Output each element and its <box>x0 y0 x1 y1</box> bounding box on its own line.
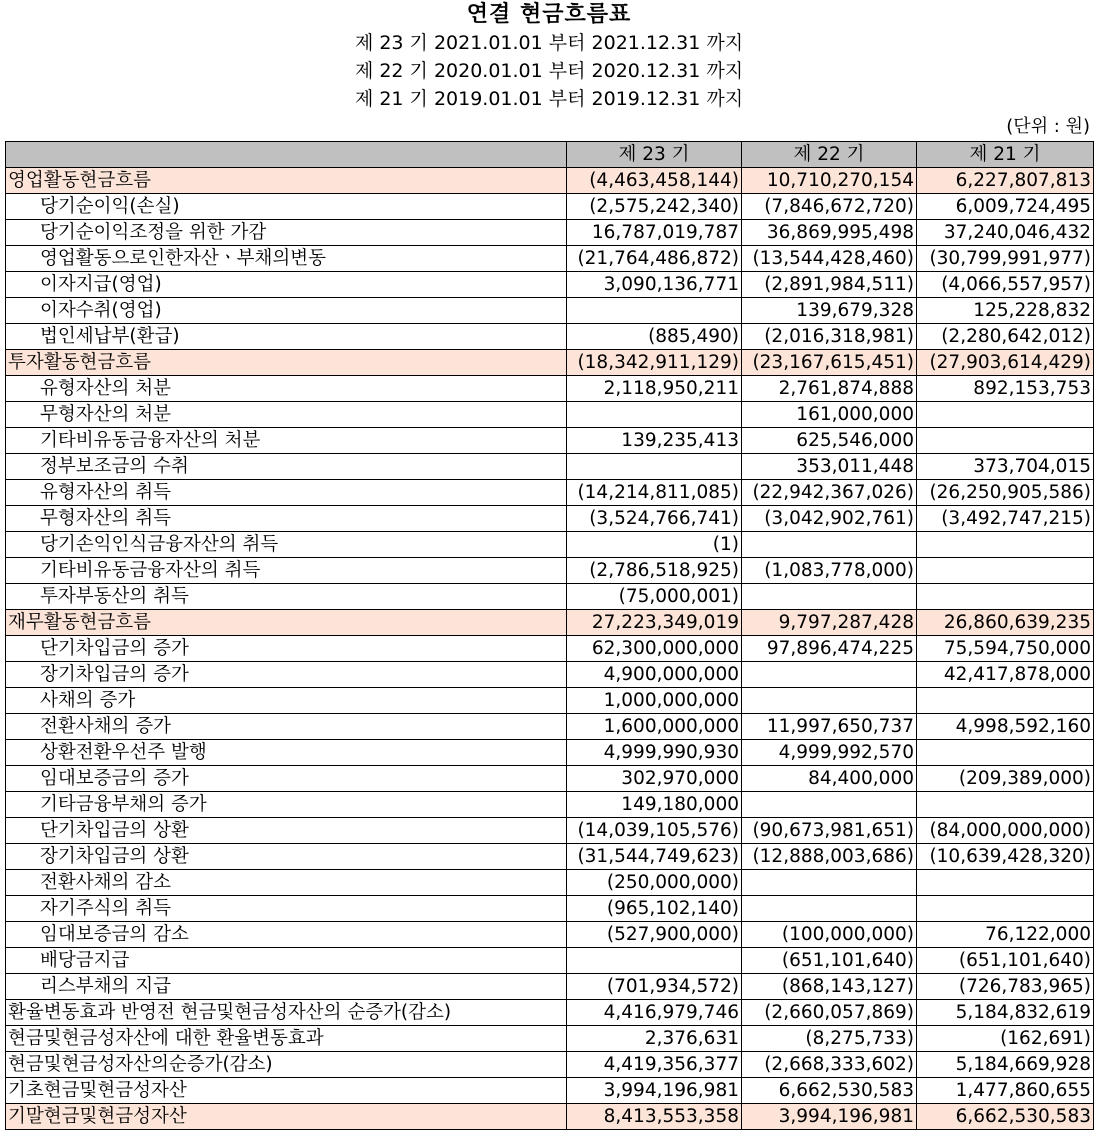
cell-v21: 37,240,046,432 <box>917 220 1094 246</box>
cell-v23: 16,787,019,787 <box>567 220 742 246</box>
cell-v22: 97,896,474,225 <box>742 636 917 662</box>
table-row <box>6 1052 1094 1078</box>
cell-v23: (1) <box>567 532 742 558</box>
cell-v23: 1,600,000,000 <box>567 714 742 740</box>
cell-v21: (651,101,640) <box>917 948 1094 974</box>
cell-v23: (2,786,518,925) <box>567 558 742 584</box>
cell-v21 <box>917 402 1094 428</box>
cell-v22 <box>742 584 917 610</box>
table-row <box>6 532 1094 558</box>
cell-v21: 1,477,860,655 <box>917 1078 1094 1104</box>
cell-v21: 892,153,753 <box>917 376 1094 402</box>
cell-v22: (2,891,984,511) <box>742 272 917 298</box>
row-label: 임대보증금의 감소 <box>6 922 567 948</box>
row-label: 당기손익인식금융자산의 취득 <box>6 532 567 558</box>
row-label: 정부보조금의 수취 <box>6 454 567 480</box>
document-title: 연결 현금흐름표 <box>466 2 632 27</box>
section-row <box>6 610 1094 636</box>
cell-v22: (7,846,672,720) <box>742 194 917 220</box>
cell-v21: 42,417,878,000 <box>917 662 1094 688</box>
cell-v21: (3,492,747,215) <box>917 506 1094 532</box>
cell-v23: (31,544,749,623) <box>567 844 742 870</box>
row-label: 당기순이익(손실) <box>6 194 567 220</box>
section-row <box>6 350 1094 376</box>
table-row <box>6 714 1094 740</box>
cell-v22: 161,000,000 <box>742 402 917 428</box>
cell-v21: (84,000,000,000) <box>917 818 1094 844</box>
section-row <box>6 168 1094 194</box>
cell-v21 <box>917 584 1094 610</box>
row-label: 전환사채의 증가 <box>6 714 567 740</box>
cell-v23 <box>567 948 742 974</box>
row-label: 영업활동으로인한자산ㆍ부채의변동 <box>6 246 567 272</box>
cell-v21 <box>917 792 1094 818</box>
row-label: 무형자산의 처분 <box>6 402 567 428</box>
total-row <box>6 1104 1094 1130</box>
cell-v22: (22,942,367,026) <box>742 480 917 506</box>
cell-v22 <box>742 896 917 922</box>
table-row <box>6 428 1094 454</box>
table-row <box>6 662 1094 688</box>
cell-v22 <box>742 662 917 688</box>
cell-v21: (209,389,000) <box>917 766 1094 792</box>
cell-v21: 26,860,639,235 <box>917 610 1094 636</box>
table-row <box>6 324 1094 350</box>
table-row <box>6 298 1094 324</box>
cell-v23: (965,102,140) <box>567 896 742 922</box>
cell-v21: (4,066,557,957) <box>917 272 1094 298</box>
cell-v21 <box>917 428 1094 454</box>
cell-v21: 373,704,015 <box>917 454 1094 480</box>
cell-v21: 6,227,807,813 <box>917 168 1094 194</box>
table-row <box>6 402 1094 428</box>
row-label: 현금및현금성자산의순증가(감소) <box>6 1052 567 1078</box>
cell-v22: 6,662,530,583 <box>742 1078 917 1104</box>
cell-v21: (10,639,428,320) <box>917 844 1094 870</box>
row-label: 상환전환우선주 발행 <box>6 740 567 766</box>
row-label: 장기차입금의 증가 <box>6 662 567 688</box>
row-label: 사채의 증가 <box>6 688 567 714</box>
cell-v21: 125,228,832 <box>917 298 1094 324</box>
cell-v23: 4,900,000,000 <box>567 662 742 688</box>
table-row <box>6 246 1094 272</box>
row-label: 자기주식의 취득 <box>6 896 567 922</box>
table-row <box>6 272 1094 298</box>
row-label: 이자지급(영업) <box>6 272 567 298</box>
cell-v21: (2,280,642,012) <box>917 324 1094 350</box>
table-row <box>6 948 1094 974</box>
cell-v22: (651,101,640) <box>742 948 917 974</box>
cell-v23 <box>567 298 742 324</box>
cell-v23: 139,235,413 <box>567 428 742 454</box>
cell-v22: (3,042,902,761) <box>742 506 917 532</box>
cell-v23: (250,000,000) <box>567 870 742 896</box>
column-header-21: 제 21 기 <box>917 142 1094 168</box>
table-row <box>6 558 1094 584</box>
cell-v23: 3,090,136,771 <box>567 272 742 298</box>
cell-v22: 84,400,000 <box>742 766 917 792</box>
table-header-row <box>6 142 1094 168</box>
cell-v23: (527,900,000) <box>567 922 742 948</box>
cell-v23 <box>567 402 742 428</box>
row-label: 단기차입금의 증가 <box>6 636 567 662</box>
cell-v21: 76,122,000 <box>917 922 1094 948</box>
row-label: 환율변동효과 반영전 현금및현금성자산의 순증가(감소) <box>6 1000 567 1026</box>
cell-v22: (868,143,127) <box>742 974 917 1000</box>
row-label: 투자부동산의 취득 <box>6 584 567 610</box>
row-label: 재무활동현금흐름 <box>6 610 567 636</box>
cell-v23: (14,214,811,085) <box>567 480 742 506</box>
row-label: 기초현금및현금성자산 <box>6 1078 567 1104</box>
table-row <box>6 922 1094 948</box>
row-label: 전환사채의 감소 <box>6 870 567 896</box>
cell-v22 <box>742 792 917 818</box>
table-row <box>6 506 1094 532</box>
row-label: 유형자산의 처분 <box>6 376 567 402</box>
cell-v23: 27,223,349,019 <box>567 610 742 636</box>
row-label: 임대보증금의 증가 <box>6 766 567 792</box>
table-row <box>6 584 1094 610</box>
cell-v22: (23,167,615,451) <box>742 350 917 376</box>
cell-v21: (30,799,991,977) <box>917 246 1094 272</box>
cell-v22: 353,011,448 <box>742 454 917 480</box>
row-label: 기타금융부채의 증가 <box>6 792 567 818</box>
cell-v21: 6,662,530,583 <box>917 1104 1094 1130</box>
cell-v23: (14,039,105,576) <box>567 818 742 844</box>
cell-v23: 3,994,196,981 <box>567 1078 742 1104</box>
table-row <box>6 688 1094 714</box>
column-header-22: 제 22 기 <box>742 142 917 168</box>
column-header-label <box>6 142 567 168</box>
table-row <box>6 480 1094 506</box>
cell-v23: (4,463,458,144) <box>567 168 742 194</box>
cell-v22: 3,994,196,981 <box>742 1104 917 1130</box>
cell-v21: 5,184,832,619 <box>917 1000 1094 1026</box>
cell-v22: 2,761,874,888 <box>742 376 917 402</box>
cell-v23: (2,575,242,340) <box>567 194 742 220</box>
table-row <box>6 844 1094 870</box>
table-row <box>6 220 1094 246</box>
cell-v21 <box>917 558 1094 584</box>
cell-v23 <box>567 454 742 480</box>
cell-v21 <box>917 740 1094 766</box>
cell-v23: 2,376,631 <box>567 1026 742 1052</box>
table-row <box>6 1000 1094 1026</box>
cell-v21: 5,184,669,928 <box>917 1052 1094 1078</box>
column-header-23: 제 23 기 <box>567 142 742 168</box>
row-label: 이자수취(영업) <box>6 298 567 324</box>
cell-v23: (3,524,766,741) <box>567 506 742 532</box>
cell-v21 <box>917 688 1094 714</box>
cell-v22: (2,016,318,981) <box>742 324 917 350</box>
row-label: 당기순이익조정을 위한 가감 <box>6 220 567 246</box>
row-label: 단기차입금의 상환 <box>6 818 567 844</box>
cell-v22: 4,999,992,570 <box>742 740 917 766</box>
row-label: 기타비유동금융자산의 처분 <box>6 428 567 454</box>
cell-v22 <box>742 688 917 714</box>
cash-flow-table <box>5 141 1094 1130</box>
cell-v23: 1,000,000,000 <box>567 688 742 714</box>
cell-v22: 625,546,000 <box>742 428 917 454</box>
table-row <box>6 1026 1094 1052</box>
row-label: 기말현금및현금성자산 <box>6 1104 567 1130</box>
table-body <box>6 168 1094 1130</box>
cell-v23: (75,000,001) <box>567 584 742 610</box>
table-row <box>6 766 1094 792</box>
table-row <box>6 792 1094 818</box>
cell-v23: (701,934,572) <box>567 974 742 1000</box>
cell-v21: (162,691) <box>917 1026 1094 1052</box>
period-22: 제 22 기 2020.01.01 부터 2020.12.31 까지 <box>354 60 744 82</box>
row-label: 영업활동현금흐름 <box>6 168 567 194</box>
table-row <box>6 636 1094 662</box>
cell-v21: 75,594,750,000 <box>917 636 1094 662</box>
cell-v21: 6,009,724,495 <box>917 194 1094 220</box>
table-row <box>6 376 1094 402</box>
cell-v23: (885,490) <box>567 324 742 350</box>
cell-v22: (2,668,333,602) <box>742 1052 917 1078</box>
cell-v22: (8,275,733) <box>742 1026 917 1052</box>
cell-v23: 2,118,950,211 <box>567 376 742 402</box>
cell-v23: (21,764,486,872) <box>567 246 742 272</box>
cell-v21 <box>917 896 1094 922</box>
cell-v22 <box>742 532 917 558</box>
cell-v21: (26,250,905,586) <box>917 480 1094 506</box>
table-row <box>6 1078 1094 1104</box>
cell-v22: 10,710,270,154 <box>742 168 917 194</box>
table-row <box>6 896 1094 922</box>
cell-v22: 11,997,650,737 <box>742 714 917 740</box>
cell-v22: (13,544,428,460) <box>742 246 917 272</box>
cell-v22: (2,660,057,869) <box>742 1000 917 1026</box>
cell-v23: 149,180,000 <box>567 792 742 818</box>
cell-v23: 62,300,000,000 <box>567 636 742 662</box>
table-row <box>6 454 1094 480</box>
cell-v23: 4,999,990,930 <box>567 740 742 766</box>
row-label: 무형자산의 취득 <box>6 506 567 532</box>
period-23: 제 23 기 2021.01.01 부터 2021.12.31 까지 <box>354 32 744 54</box>
table-row <box>6 740 1094 766</box>
row-label: 법인세납부(환급) <box>6 324 567 350</box>
cell-v21: 4,998,592,160 <box>917 714 1094 740</box>
cell-v21: (726,783,965) <box>917 974 1094 1000</box>
cell-v22 <box>742 870 917 896</box>
cell-v23: (18,342,911,129) <box>567 350 742 376</box>
unit-label: (단위 : 원) <box>1006 116 1090 137</box>
cell-v22: (100,000,000) <box>742 922 917 948</box>
row-label: 기타비유동금융자산의 취득 <box>6 558 567 584</box>
cell-v23: 4,419,356,377 <box>567 1052 742 1078</box>
cell-v22: 9,797,287,428 <box>742 610 917 636</box>
cell-v21: (27,903,614,429) <box>917 350 1094 376</box>
cell-v21 <box>917 532 1094 558</box>
row-label: 배당금지급 <box>6 948 567 974</box>
row-label: 장기차입금의 상환 <box>6 844 567 870</box>
cell-v22: (12,888,003,686) <box>742 844 917 870</box>
row-label: 투자활동현금흐름 <box>6 350 567 376</box>
row-label: 리스부채의 지급 <box>6 974 567 1000</box>
table-row <box>6 194 1094 220</box>
row-label: 유형자산의 취득 <box>6 480 567 506</box>
table-row <box>6 974 1094 1000</box>
cell-v22: (90,673,981,651) <box>742 818 917 844</box>
cell-v22: 36,869,995,498 <box>742 220 917 246</box>
table-row <box>6 818 1094 844</box>
row-label: 현금및현금성자산에 대한 환율변동효과 <box>6 1026 567 1052</box>
cell-v23: 302,970,000 <box>567 766 742 792</box>
cell-v22: (1,083,778,000) <box>742 558 917 584</box>
cell-v21 <box>917 870 1094 896</box>
cell-v22: 139,679,328 <box>742 298 917 324</box>
period-21: 제 21 기 2019.01.01 부터 2019.12.31 까지 <box>354 88 744 110</box>
cell-v23: 4,416,979,746 <box>567 1000 742 1026</box>
cell-v23: 8,413,553,358 <box>567 1104 742 1130</box>
table-row <box>6 870 1094 896</box>
